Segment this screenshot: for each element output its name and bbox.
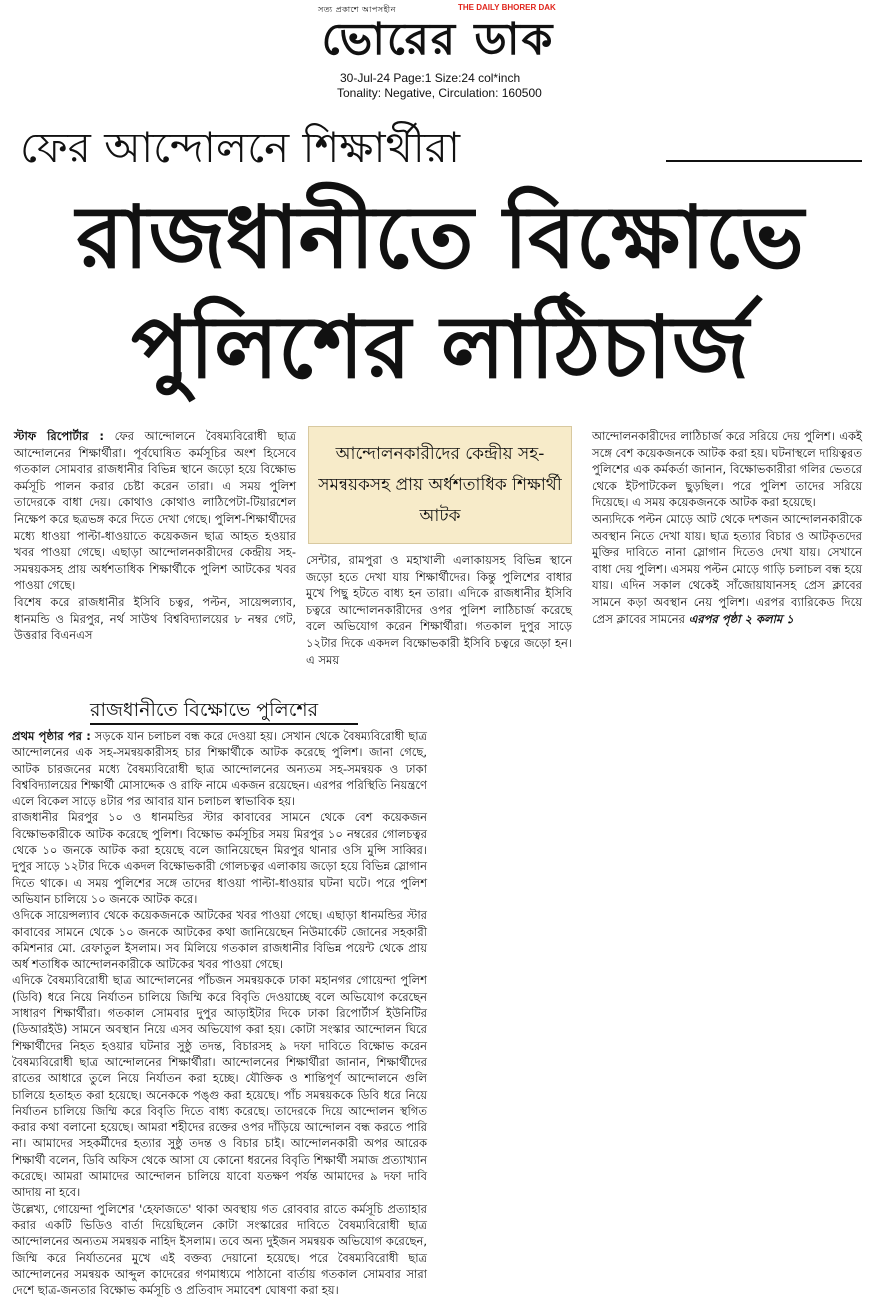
continuation-title: রাজধানীতে বিক্ষোভে পুলিশের (90, 695, 358, 725)
column-2-text: সেন্টার, রামপুরা ও মহাখালী এলাকায়সহ বিভিন্ন স্থানে জড়ো হতে দেখা যায় শিক্ষার্থীদের। কিন্তু পুলিশের বাধার মুখে পিছু হটতে বাধ্য হন তারা। এদিকে রাজধানীর ইসিবি চত্বরে আন্দোলনকারীদের ওপর পুলিশ লাঠিচার্জ করেছে বলে অভিযোগ করেন শিক্ষার্থীরা। গতকাল দুপুর সাড়ে ১২টার দিকে একদল বিক্ষোভকারী ইসিবি চত্বরে জড়ো হন। এ সময় (306, 553, 572, 667)
headline-line2: পুলিশের লাঠিচার্জ (131, 298, 749, 398)
column-3-paragraph-2 (592, 511, 862, 627)
continuation-paragraph-1 (12, 728, 427, 809)
article-column-2 (306, 552, 572, 676)
headline-line1: রাজধানীতে বিক্ষোভে (76, 188, 804, 288)
highlight-box: আন্দোলনকারীদের কেন্দ্রীয় সহ-সমন্বয়কসহ প্রায় অর্ধশতাধিক শিক্ষার্থী আটক (308, 426, 572, 544)
continuation-text-1: সড়কে যান চলাচল বন্ধ করে দেওয়া হয়। সেখান থেকে বৈষম্যবিরোধী ছাত্র আন্দোলনের এক সহ-সমন্বয়কারীসহ চার শিক্ষার্থীকে আটক করেছে পুলিশ। জানা গেছে, আটক চারজনের মধ্যে বৈষম্যবিরোধী ছাত্র আন্দোলনের অন্যতম সহ-সমন্বয়ক ও ঢাকা বিশ্ববিদ্যালয়ের শিক্ষার্থী মোসাদ্দেক ও রাফি নামে একজন রয়েছেন। এরপর পরিস্থিতি নিয়ন্ত্রণে এলে বিকেল সাড়ে ৪টার পর আবার যান চলাচল স্বাভাবিক হয়। (12, 729, 428, 809)
column-1-paragraph-2: বিশেষ করে রাজধানীর ইসিবি চত্বর, পল্টন, সায়েন্সল্যাব, ধানমন্ডি ও মিরপুর, নর্থ সাউথ বিশ্ববিদ্যালয়ের ৮ নম্বর গেট, উত্তরার বিএনএস (14, 594, 296, 643)
continuation-body (12, 728, 428, 1298)
continuation-paragraph-2: রাজধানীর মিরপুর ১০ ও ধানমন্ডির স্টার কাবাবের সামনে থেকে বেশ কয়েকজন বিক্ষোভকারীকে আটক করেছে পুলিশ। বিক্ষোভ কর্মসূচির সময় মিরপুর ১০ নম্বরের গোলচত্বর থেকে ১০ জনকে আটক করা হয়েছে বলে জানিয়েছেন মিরপুর থানার ওসি মুন্সি সাব্বির। দুপুর সাড়ে ১২টার দিকে একদল বিক্ষোভকারী গোলচত্বর এলাকায় জড়ো হয়ে বিভিন্ন স্লোগান দিতে থাকে। এ সময় পুলিশের সঙ্গে তাদের ধাওয়া পাল্টা-ধাওয়ার ঘটনা ঘটে। পরে পুলিশ অভিযান চালিয়ে ১০ জনকে আটক করে। (12, 810, 427, 906)
masthead-tagline-bn: সত্য প্রকাশে আপসহীন (318, 5, 396, 14)
continue-note: এরপর পৃষ্ঠা ২ কলাম ১ (688, 611, 794, 626)
article-kicker: ফের আন্দোলনে শিক্ষার্থীরা (20, 123, 461, 172)
article-column-1 (14, 428, 296, 676)
column-1-paragraph-1 (14, 428, 296, 594)
continuation-paragraph-3: ওদিকে সায়েন্সল্যাব থেকে কয়েকজনকে আটকের খবর পাওয়া গেছে। এছাড়া ধানমন্ডির স্টার কাবাবের সামনে থেকে ১০ জনকে আটকের কথা জানিয়েছেন নিউমার্কেট জোনের সহকারী কমিশনার মো. রেফাতুল ইসলাম। সব মিলিয়ে গতকাল রাজধানীর বিভিন্ন পয়েন্ট থেকে প্রায় অর্ধ শতাধিক আন্দোলনকারীকে আটকের খবর পাওয়া গেছে। (12, 908, 427, 972)
kicker-rule (666, 160, 862, 162)
column-3-paragraph-1: আন্দোলনকারীদের লাঠিচার্জ করে সরিয়ে দেয় পুলিশ। একই সঙ্গে বেশ কয়েকজনকে আটক করা হয়। ঘটনাস্থলে দায়িত্বরত পুলিশের এক কর্মকর্তা জানান, বিক্ষোভকারীরা গলির ভেতরে থেকে ইটপাটকেল ছুড়ছিল। পরে পুলিশ তাদের সরিয়ে দিয়েছে। এ সময় কয়েকজনকে আটক করা হয়েছে। (592, 429, 862, 510)
article-column-3 (592, 428, 862, 676)
continuation-lead: প্রথম পৃষ্ঠার পর : (12, 729, 91, 743)
masthead-tagline-en: THE DAILY BHORER DAK (458, 3, 556, 12)
column-1-text-1: ফের আন্দোলনে বৈষম্যবিরোধী ছাত্র আন্দোলনের শিক্ষার্থীরা। পূর্বঘোষিত কর্মসূচির অংশ হিসেবে গতকাল সোমবার রাজধানীর বিভিন্ন স্থানে জড়ো হয়ে বিক্ষোভ কর্মসূচি পালন করার চেষ্টা করেন তারা। এ সময় পুলিশ তাদেরকে বাধা দেয়। কোথাও কোথাও লাঠিপেটা-টিয়ারশেল নিক্ষেপ করে ছত্রভঙ্গ করে দিতে দেখা গেছে। পুলিশ-শিক্ষার্থীদের মধ্যে ধাওয়া পাল্টা-ধাওয়াতে কয়েকজন ছাত্র আহত হওয়ার খবর পাওয়া গেছে। এছাড়া আন্দোলনকারীদের কেন্দ্রীয় সহ-সমন্বয়কসহ প্রায় অর্ধশতাধিক শিক্ষার্থীকে পুলিশ আটকের খবর পাওয়া গেছে। (14, 429, 297, 593)
newspaper-logo: ভোরের ডাক (321, 14, 555, 65)
column-3-text-2: অন্যদিকে পল্টন মোড়ে আট থেকে দশজন আন্দোলনকারীকে অবস্থান নিতে দেখা যায়। ছাত্র হত্যার বিচার ও আটকৃতদের মুক্তির দাবিতে নানা স্লোগান দিতেও দেখা যায়। সেখানে বাধা দেয় পুলিশ। এসময় পল্টন মোড়ে গাড়ি চলাচল বন্ধ হয়ে যায়। এদিন সকাল থেকেই সাঁজোয়াযানসহ প্রেস ক্লাবের সামনে কড়া অবস্থান নেয় পুলিশ। এরপর ব্যারিকেড দিয়ে প্রেস ক্লাবের সামনের (592, 511, 862, 626)
continuation-paragraph-5: উল্লেখ্য, গোয়েন্দা পুলিশের 'হেফাজতে' থাকা অবস্থায় গত রোববার রাতে কর্মসূচি প্রত্যাহার করার একটি ভিডিও বার্তা দিয়েছিলেন কোটা সংস্কারের দাবিতে বৈষম্যবিরোধী ছাত্র আন্দোলনের অন্যতম সমন্বয়ক নাহিদ ইসলাম। তবে অন্য দুইজন সমন্বয়ক অভিযোগ করেছেন, জিম্মি করে নির্যাতনের মুখে এই বক্তব্য দেয়ানো হয়েছে। পরে বৈষম্যবিরোধী ছাত্র আন্দোলনের সমন্বয়ক আব্দুল কাদেরের গণমাধ্যমে পাঠানো বার্তায় গতকাল সোমবার সারা দেশে ছাত্র-জনতার বিক্ষোভ কর্মসূচি ও প্রতিবাদ সমাবেশ ঘোষণা করা হয়। (12, 1201, 427, 1298)
clipping-meta-date-size: 30-Jul-24 Page:1 Size:24 col*inch (340, 71, 521, 85)
masthead (0, 0, 872, 100)
continuation-paragraph-4: এদিকে বৈষম্যবিরোধী ছাত্র আন্দোলনের পাঁচজন সমন্বয়ককে ঢাকা মহানগর গোয়েন্দা পুলিশ (ডিবি) ধরে নিয়ে নির্যাতন চালিয়ে জিম্মি করে বিবৃতি দেওয়াচ্ছে বলে অভিযোগ করেছেন সাধারণ শিক্ষার্থীরা। গতকাল সোমবার দুপুর আড়াইটার দিকে ঢাকা রিপোর্টার্স ইউনিটির (ডিআরইউ) সামনে অবস্থান নিয়ে এসব অভিযোগ করা হয়। কোটা সংস্কার আন্দোলন ঘিরে শিক্ষার্থীদের নিহত হওয়ার ঘটনার সুষ্ঠু তদন্ত, বিচারসহ ৯ দফা দাবিতে বিক্ষোভ করেন বৈষম্যবিরোধী ছাত্র আন্দোলনের শিক্ষার্থীরা। আন্দোলনের শিক্ষার্থীরা জানান, শিক্ষার্থীদের রাতের আধারে তুলে নিয়ে নির্যাতন করা হচ্ছে। যৌক্তিক ও শান্তিপূর্ণ আন্দোলনে গুলি চালিয়ে হতাহত করা হয়েছে। অনেককে পঙ্গু করা হয়েছে। পাঁচ সমন্বয়ককে ডিবি ধরে নিয়ে নির্যাতন চালিয়ে জিম্মি করে বিবৃতি দিতে বাধ্য করেছে। তাদেরকে দিয়ে আন্দোলন স্থগিত করার কথা বলানো হয়েছে। আমরা শহীদের রক্তের ওপর দাঁড়িয়ে আন্দোলন বন্ধ করতে পারি না। আমাদের সহকর্মীদের হত্যার সুষ্ঠু তদন্ত ও বিচার চাই। আন্দোলনকারী অপর আরেক শিক্ষার্থী বলেন, ডিবি অফিস থেকে আসা যে কোনো ধরনের বিবৃতি শিক্ষার্থী সমাজ প্রত্যাখ্যান করেছে। আমরা আমাদের আন্দোলন চালিয়ে যাবো যতক্ষণ পর্যন্ত আমাদের ৯ দফা দাবি আদায় না হবে। (12, 973, 427, 1200)
clipping-meta-tonality: Tonality: Negative, Circulation: 160500 (337, 86, 542, 100)
byline: স্টাফ রিপোর্টার : (14, 429, 104, 443)
